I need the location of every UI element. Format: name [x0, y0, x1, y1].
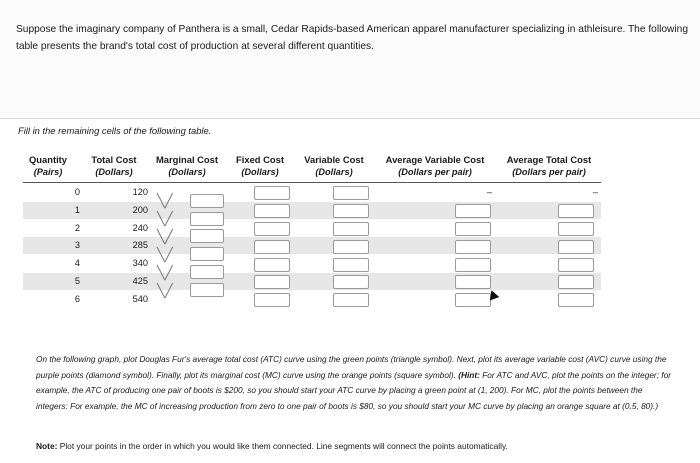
header-variable-cost: Variable Cost (Dollars) [304, 154, 364, 177]
total-cost-cell: 240 [132, 223, 148, 233]
table-row [23, 290, 601, 307]
marginal-cost-dropdown-icon[interactable]: ╲╱ [157, 283, 173, 298]
quantity-cell: 6 [74, 294, 80, 304]
graph-instructions: On the following graph, plot Douglas Fur's average total cost (ATC) curve using the green points (triangle symbol). Next, plot its average variable cost (AVC) curve using the purple points (diamond symbol). Finally, plot its marginal cost (MC) curve using the orange points (square symbol). (Hint: For ATC and AVC, plot the points on the integer; for example, the ATC of producing one pair of boots is $200, so you should start your ATC curve by placing a green point at (1, 200). For MC, plot the points between the integers: For example, the MC of increasing production from zero to one pair of boots is $80, so you should start your MC curve by placing an orange square at (0.5, 80).) [36, 354, 671, 411]
marginal-cost-input[interactable] [190, 212, 224, 226]
fixed-cost-input[interactable] [254, 240, 290, 254]
quantity-cell: 3 [74, 240, 80, 250]
header-divider [23, 182, 601, 183]
atc-input[interactable] [558, 293, 594, 307]
note-label: Note: [36, 441, 58, 451]
total-cost-cell: 425 [132, 276, 148, 286]
fixed-cost-input[interactable] [254, 204, 290, 218]
avc-input[interactable] [455, 293, 491, 307]
fixed-cost-input[interactable] [254, 275, 290, 289]
header-quantity: Quantity (Pairs) [28, 154, 68, 177]
header-average-variable-cost: Average Variable Cost (Dollars per pair) [385, 154, 485, 177]
variable-cost-input[interactable] [333, 293, 369, 307]
atc-input[interactable] [558, 258, 594, 272]
header-average-total-cost: Average Total Cost (Dollars per pair) [506, 154, 592, 177]
marginal-cost-input[interactable] [190, 194, 224, 208]
header-marginal-cost: Marginal Cost (Dollars) [156, 154, 218, 177]
variable-cost-input[interactable] [333, 186, 369, 200]
quantity-cell: 5 [74, 276, 80, 286]
atc-input[interactable] [558, 222, 594, 236]
variable-cost-input[interactable] [333, 240, 369, 254]
marginal-cost-dropdown-icon[interactable]: ╲╱ [157, 265, 173, 280]
avc-input[interactable] [455, 275, 491, 289]
quantity-cell: 0 [74, 187, 80, 197]
fixed-cost-input[interactable] [254, 258, 290, 272]
fill-instruction: Fill in the remaining cells of the following table. [18, 125, 212, 136]
intro-paragraph: Suppose the imaginary company of Panthera is a small, Cedar Rapids-based American apparel manufacturer specializing in athleisure. The following table presents the brand's total cost of production at several different quantities. [16, 24, 688, 52]
quantity-cell: 2 [74, 223, 80, 233]
total-cost-cell: 120 [132, 187, 148, 197]
hint-label: (Hint: [458, 369, 480, 380]
atc-input[interactable] [558, 204, 594, 218]
atc-input[interactable] [558, 275, 594, 289]
question-header-panel [0, 0, 700, 119]
table-row [23, 255, 601, 272]
variable-cost-input[interactable] [333, 275, 369, 289]
table-row [23, 273, 601, 290]
table-row [23, 202, 601, 219]
variable-cost-input[interactable] [333, 204, 369, 218]
table-row [23, 237, 601, 254]
avc-input[interactable] [455, 240, 491, 254]
total-cost-cell: 200 [132, 205, 148, 215]
avc-input[interactable] [455, 258, 491, 272]
variable-cost-input[interactable] [333, 258, 369, 272]
quantity-cell: 4 [74, 258, 80, 268]
avc-input[interactable] [455, 204, 491, 218]
variable-cost-input[interactable] [333, 222, 369, 236]
header-fixed-cost: Fixed Cost (Dollars) [236, 154, 284, 177]
total-cost-cell: 340 [132, 258, 148, 268]
avc-input[interactable] [455, 222, 491, 236]
marginal-cost-dropdown-icon[interactable]: ╲╱ [157, 229, 173, 244]
total-cost-cell: 285 [132, 240, 148, 250]
marginal-cost-input[interactable] [190, 283, 224, 297]
fixed-cost-input[interactable] [254, 222, 290, 236]
marginal-cost-dropdown-icon[interactable]: ╲╱ [157, 247, 173, 262]
table-row [23, 184, 601, 201]
marginal-cost-dropdown-icon[interactable]: ╲╱ [157, 211, 173, 226]
avc-dash: – [486, 187, 492, 197]
marginal-cost-input[interactable] [190, 229, 224, 243]
marginal-cost-dropdown-icon[interactable]: ╲╱ [157, 193, 173, 208]
quantity-cell: 1 [74, 205, 80, 215]
fixed-cost-input[interactable] [254, 186, 290, 200]
marginal-cost-input[interactable] [190, 265, 224, 279]
atc-dash: – [592, 187, 598, 197]
table-row [23, 220, 601, 237]
note: Note: Plot your points in the order in which you would like them connected. Line segments will connect the points automatically. [36, 441, 508, 451]
atc-input[interactable] [558, 240, 594, 254]
header-total-cost: Total Cost (Dollars) [91, 154, 137, 177]
marginal-cost-input[interactable] [190, 247, 224, 261]
fixed-cost-input[interactable] [254, 293, 290, 307]
total-cost-cell: 540 [132, 294, 148, 304]
